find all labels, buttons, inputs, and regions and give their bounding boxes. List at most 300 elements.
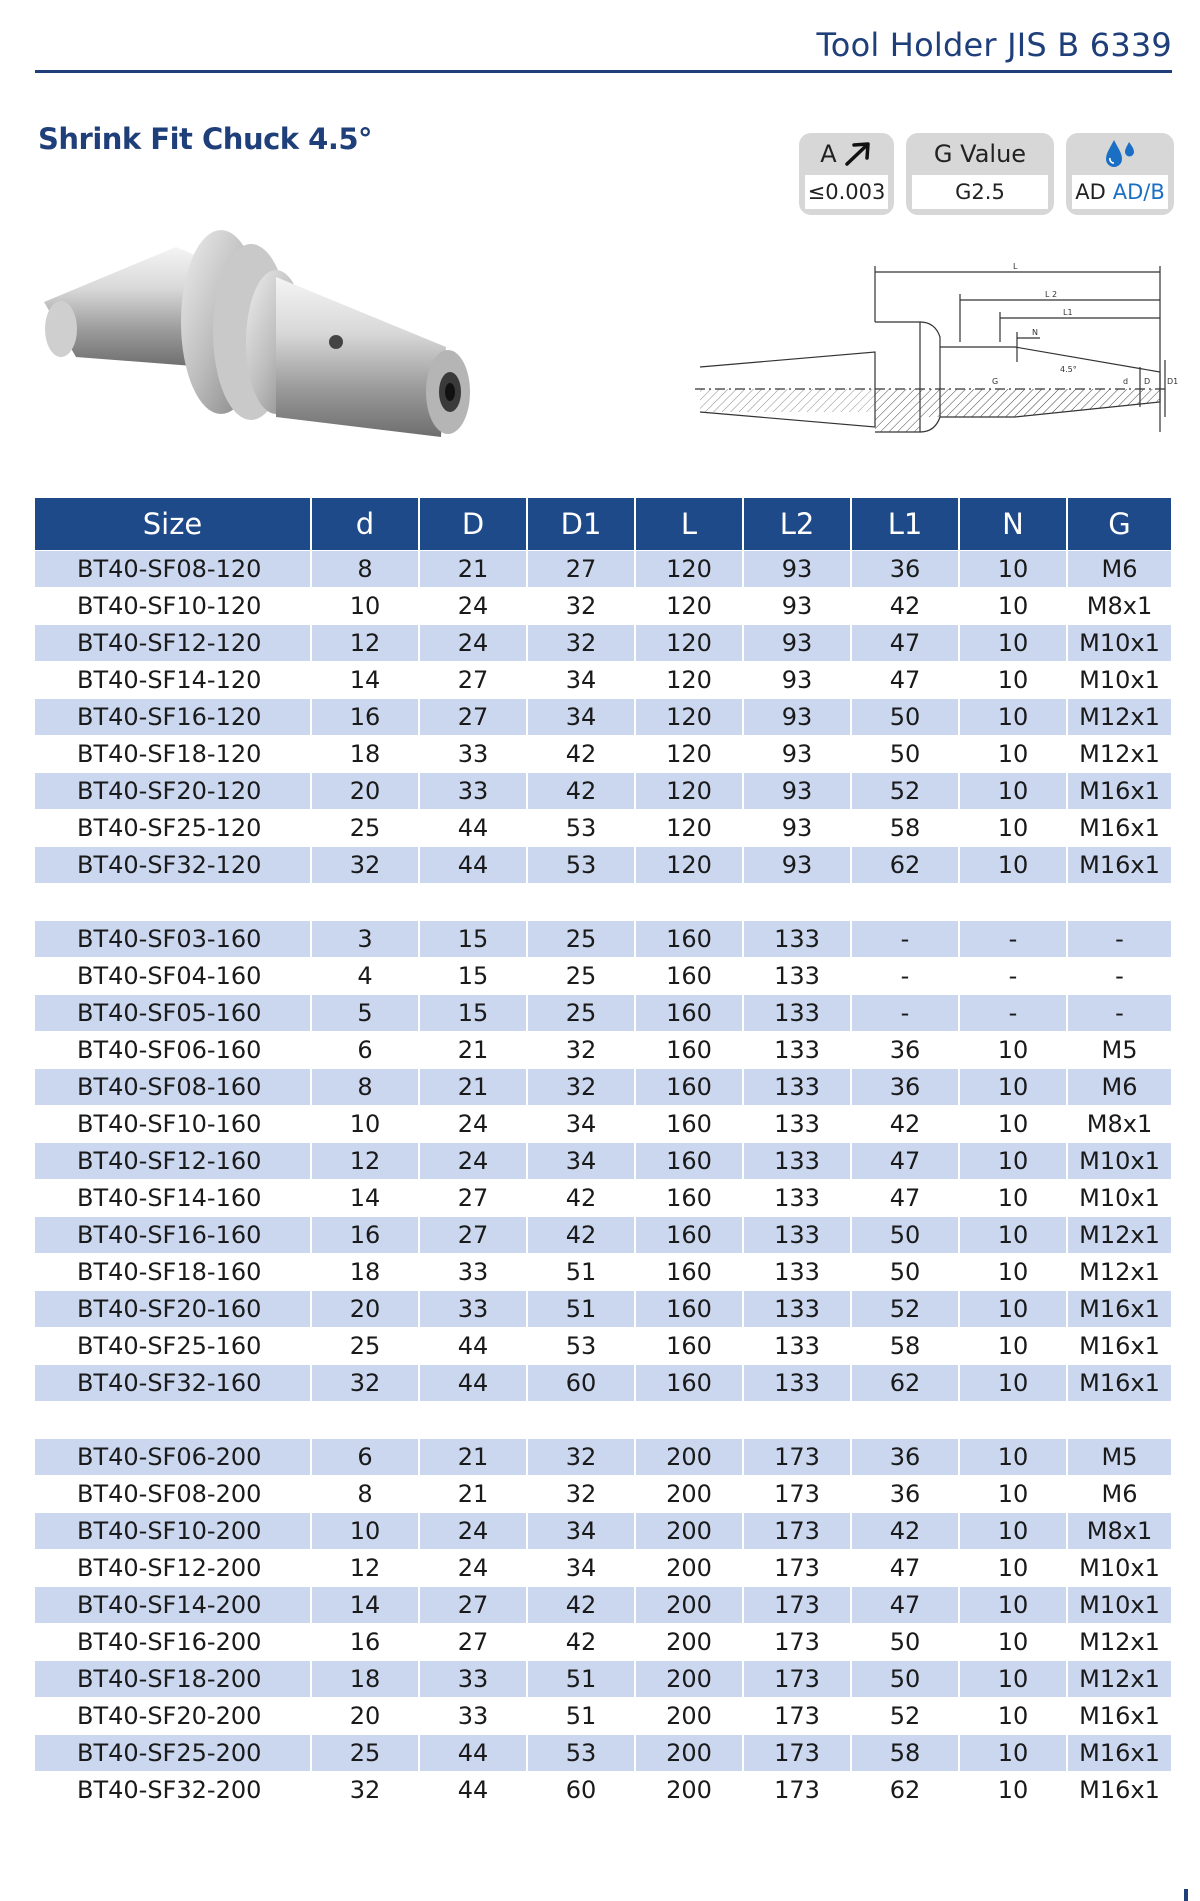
cell-d: 14	[311, 1180, 419, 1217]
cell-size: BT40-SF05-160	[35, 995, 311, 1032]
cell-G: M16x1	[1067, 1772, 1171, 1809]
cell-L: 120	[635, 736, 743, 773]
cell-D1: 51	[527, 1698, 635, 1735]
cell-N: 10	[959, 625, 1067, 662]
cell-D1: 42	[527, 1624, 635, 1661]
cell-L1: 52	[851, 1291, 959, 1328]
cell-D1: 42	[527, 736, 635, 773]
cell-G: M12x1	[1067, 1661, 1171, 1698]
cell-D1: 42	[527, 1180, 635, 1217]
cell-G: M12x1	[1067, 699, 1171, 736]
cell-D: 44	[419, 1735, 527, 1772]
cell-size: BT40-SF10-200	[35, 1513, 311, 1550]
cell-L1: -	[851, 995, 959, 1032]
coolant-value-ad: AD	[1075, 180, 1106, 204]
cell-D1: 51	[527, 1291, 635, 1328]
cell-L2: 93	[743, 736, 851, 773]
cell-L: 160	[635, 1254, 743, 1291]
cell-N: 10	[959, 1143, 1067, 1180]
cell-L2: 93	[743, 847, 851, 884]
cell-N: 10	[959, 1328, 1067, 1365]
cell-size: BT40-SF08-200	[35, 1476, 311, 1513]
cell-N: 10	[959, 1291, 1067, 1328]
cell-size: BT40-SF08-160	[35, 1069, 311, 1106]
cell-size: BT40-SF12-200	[35, 1550, 311, 1587]
cell-size: BT40-SF06-160	[35, 1032, 311, 1069]
cell-L2: 133	[743, 958, 851, 995]
cell-D1: 32	[527, 1439, 635, 1476]
table-row	[35, 995, 1171, 1032]
col-header-D: D	[419, 498, 527, 551]
table-row	[35, 551, 1171, 588]
cell-G: M10x1	[1067, 662, 1171, 699]
dim-label-D1: D1	[1167, 377, 1179, 386]
cell-d: 12	[311, 625, 419, 662]
cell-L1: 52	[851, 773, 959, 810]
col-header-L: L	[635, 498, 743, 551]
cell-D: 24	[419, 1550, 527, 1587]
cell-L1: 50	[851, 699, 959, 736]
cell-G: M16x1	[1067, 1698, 1171, 1735]
runout-value: ≤0.003	[807, 180, 886, 204]
cell-L2: 133	[743, 1328, 851, 1365]
cell-L: 160	[635, 1069, 743, 1106]
cell-d: 25	[311, 1328, 419, 1365]
table-group-spacer	[35, 1402, 1171, 1439]
cell-d: 12	[311, 1143, 419, 1180]
cell-D1: 32	[527, 1069, 635, 1106]
cell-G: M12x1	[1067, 736, 1171, 773]
dim-label-D: D	[1144, 377, 1151, 386]
cell-d: 8	[311, 1476, 419, 1513]
cell-size: BT40-SF25-160	[35, 1328, 311, 1365]
cell-d: 8	[311, 551, 419, 588]
table-row	[35, 921, 1171, 958]
cell-D: 33	[419, 736, 527, 773]
cell-L: 120	[635, 847, 743, 884]
cell-D: 44	[419, 1365, 527, 1402]
cell-G: M16x1	[1067, 847, 1171, 884]
cell-D: 24	[419, 1143, 527, 1180]
cell-D: 24	[419, 588, 527, 625]
cell-L1: 36	[851, 1476, 959, 1513]
cell-D: 27	[419, 1180, 527, 1217]
cell-N: 10	[959, 1069, 1067, 1106]
cell-d: 10	[311, 588, 419, 625]
cell-L2: 93	[743, 588, 851, 625]
cell-G: M8x1	[1067, 588, 1171, 625]
cell-L: 160	[635, 1106, 743, 1143]
cell-d: 3	[311, 921, 419, 958]
cell-L1: 50	[851, 736, 959, 773]
cell-L: 160	[635, 1291, 743, 1328]
cell-L: 160	[635, 1365, 743, 1402]
cell-D1: 34	[527, 699, 635, 736]
cell-size: BT40-SF16-200	[35, 1624, 311, 1661]
cell-D1: 32	[527, 1032, 635, 1069]
cell-L1: 36	[851, 1032, 959, 1069]
cell-size: BT40-SF12-160	[35, 1143, 311, 1180]
cell-L2: 173	[743, 1587, 851, 1624]
col-header-size: Size	[35, 498, 311, 551]
col-header-L1: L1	[851, 498, 959, 551]
cell-N: 10	[959, 1513, 1067, 1550]
cell-G: M16x1	[1067, 1735, 1171, 1772]
cell-D1: 34	[527, 1106, 635, 1143]
cell-L: 200	[635, 1735, 743, 1772]
table-row	[35, 1476, 1171, 1513]
cell-D1: 25	[527, 958, 635, 995]
cell-d: 6	[311, 1439, 419, 1476]
spacer-cell	[35, 1402, 1171, 1439]
cell-G: M16x1	[1067, 1328, 1171, 1365]
cell-L1: 58	[851, 1735, 959, 1772]
cell-d: 16	[311, 1624, 419, 1661]
cell-L2: 133	[743, 1217, 851, 1254]
dim-label-N: N	[1032, 328, 1038, 337]
cell-L2: 133	[743, 1032, 851, 1069]
cell-d: 14	[311, 662, 419, 699]
cell-N: 10	[959, 1439, 1067, 1476]
table-row	[35, 1624, 1171, 1661]
cell-d: 6	[311, 1032, 419, 1069]
cell-d: 32	[311, 1772, 419, 1809]
cell-size: BT40-SF03-160	[35, 921, 311, 958]
cell-L: 160	[635, 1180, 743, 1217]
cell-d: 10	[311, 1513, 419, 1550]
cell-L: 120	[635, 699, 743, 736]
cell-size: BT40-SF10-160	[35, 1106, 311, 1143]
cell-D: 21	[419, 1069, 527, 1106]
cell-D: 21	[419, 1439, 527, 1476]
cell-L: 200	[635, 1513, 743, 1550]
cell-size: BT40-SF20-120	[35, 773, 311, 810]
table-row	[35, 1143, 1171, 1180]
cell-N: 10	[959, 736, 1067, 773]
cell-L2: 93	[743, 699, 851, 736]
cell-D: 33	[419, 1698, 527, 1735]
balance-label: G Value	[933, 140, 1027, 168]
cell-L: 160	[635, 921, 743, 958]
cell-size: BT40-SF06-200	[35, 1439, 311, 1476]
cell-G: M8x1	[1067, 1513, 1171, 1550]
cell-size: BT40-SF32-200	[35, 1772, 311, 1809]
cell-L: 120	[635, 551, 743, 588]
cell-N: 10	[959, 1365, 1067, 1402]
runout-spec-box	[799, 133, 894, 215]
cell-size: BT40-SF14-120	[35, 662, 311, 699]
table-row	[35, 773, 1171, 810]
cell-D: 24	[419, 1106, 527, 1143]
product-title: Shrink Fit Chuck 4.5°	[38, 122, 373, 156]
table-row	[35, 1365, 1171, 1402]
cell-D1: 32	[527, 588, 635, 625]
col-header-G: G	[1067, 498, 1171, 551]
cell-L: 120	[635, 625, 743, 662]
cell-N: -	[959, 958, 1067, 995]
cell-D1: 51	[527, 1661, 635, 1698]
cell-D1: 34	[527, 1513, 635, 1550]
cell-L2: 133	[743, 1365, 851, 1402]
cell-G: -	[1067, 958, 1171, 995]
cell-L1: 58	[851, 810, 959, 847]
cell-L: 160	[635, 958, 743, 995]
spacer-cell	[35, 884, 1171, 921]
cell-L: 200	[635, 1587, 743, 1624]
cell-D1: 32	[527, 625, 635, 662]
coolant-value-adb: AD/B	[1112, 180, 1165, 204]
table-row	[35, 810, 1171, 847]
cell-N: 10	[959, 810, 1067, 847]
cell-L: 120	[635, 588, 743, 625]
cell-L: 160	[635, 995, 743, 1032]
cell-D1: 53	[527, 1328, 635, 1365]
table-row	[35, 736, 1171, 773]
cell-size: BT40-SF10-120	[35, 588, 311, 625]
balance-spec-box	[906, 133, 1054, 215]
cell-L: 200	[635, 1439, 743, 1476]
cell-d: 25	[311, 1735, 419, 1772]
cell-G: M16x1	[1067, 1365, 1171, 1402]
cell-G: M10x1	[1067, 1587, 1171, 1624]
cell-G: M10x1	[1067, 1143, 1171, 1180]
cell-N: 10	[959, 588, 1067, 625]
cell-d: 12	[311, 1550, 419, 1587]
cell-G: M10x1	[1067, 1180, 1171, 1217]
cell-L2: 93	[743, 662, 851, 699]
cell-G: M12x1	[1067, 1624, 1171, 1661]
cell-L2: 133	[743, 1180, 851, 1217]
cell-L2: 93	[743, 551, 851, 588]
cell-L2: 173	[743, 1476, 851, 1513]
cell-D1: 42	[527, 1217, 635, 1254]
cell-N: 10	[959, 662, 1067, 699]
cell-N: 10	[959, 1217, 1067, 1254]
cell-L2: 173	[743, 1698, 851, 1735]
cell-D1: 34	[527, 1550, 635, 1587]
cell-L2: 173	[743, 1550, 851, 1587]
cell-N: -	[959, 921, 1067, 958]
table-row	[35, 1254, 1171, 1291]
cell-L1: 42	[851, 1106, 959, 1143]
cell-L1: 47	[851, 1180, 959, 1217]
cell-d: 8	[311, 1069, 419, 1106]
table-body	[35, 551, 1171, 1809]
cell-size: BT40-SF12-120	[35, 625, 311, 662]
col-header-L2: L2	[743, 498, 851, 551]
table-row	[35, 625, 1171, 662]
cell-L1: -	[851, 921, 959, 958]
cell-size: BT40-SF20-160	[35, 1291, 311, 1328]
cell-L2: 173	[743, 1772, 851, 1809]
cell-L: 200	[635, 1661, 743, 1698]
cell-G: M6	[1067, 551, 1171, 588]
cell-L1: 36	[851, 1439, 959, 1476]
cell-L1: 50	[851, 1217, 959, 1254]
cell-L2: 93	[743, 773, 851, 810]
cell-N: 10	[959, 1772, 1067, 1809]
cell-L2: 133	[743, 1254, 851, 1291]
table-row	[35, 1439, 1171, 1476]
cell-N: 10	[959, 1550, 1067, 1587]
cell-G: M16x1	[1067, 1291, 1171, 1328]
cell-L: 160	[635, 1217, 743, 1254]
table-row	[35, 958, 1171, 995]
cell-L: 160	[635, 1032, 743, 1069]
table-row	[35, 1069, 1171, 1106]
cell-D: 24	[419, 625, 527, 662]
cell-G: M5	[1067, 1439, 1171, 1476]
cell-D: 15	[419, 921, 527, 958]
cell-d: 5	[311, 995, 419, 1032]
cell-L1: 36	[851, 551, 959, 588]
table-row	[35, 699, 1171, 736]
page-corner-mark	[1184, 1889, 1188, 1901]
cell-L: 200	[635, 1624, 743, 1661]
cell-d: 18	[311, 1254, 419, 1291]
cell-L1: -	[851, 958, 959, 995]
table-row	[35, 1698, 1171, 1735]
cell-N: 10	[959, 1254, 1067, 1291]
table-group-spacer	[35, 884, 1171, 921]
cell-d: 16	[311, 1217, 419, 1254]
cell-d: 4	[311, 958, 419, 995]
cell-D: 27	[419, 699, 527, 736]
cell-d: 18	[311, 1661, 419, 1698]
cell-D: 27	[419, 1587, 527, 1624]
table-header-row	[35, 498, 1171, 551]
dim-label-L2: L 2	[1045, 290, 1058, 299]
table-row	[35, 847, 1171, 884]
cell-G: -	[1067, 921, 1171, 958]
cell-D1: 27	[527, 551, 635, 588]
cell-d: 20	[311, 1291, 419, 1328]
cell-D: 33	[419, 773, 527, 810]
cell-size: BT40-SF18-120	[35, 736, 311, 773]
table-row	[35, 1106, 1171, 1143]
cell-L2: 133	[743, 1106, 851, 1143]
cell-L2: 173	[743, 1513, 851, 1550]
cell-L1: 58	[851, 1328, 959, 1365]
table-row	[35, 1032, 1171, 1069]
cell-L: 200	[635, 1476, 743, 1513]
cell-size: BT40-SF08-120	[35, 551, 311, 588]
col-header-D1: D1	[527, 498, 635, 551]
cell-L2: 173	[743, 1439, 851, 1476]
cell-D: 21	[419, 1032, 527, 1069]
cell-D: 24	[419, 1513, 527, 1550]
cell-D: 15	[419, 995, 527, 1032]
cell-D1: 53	[527, 847, 635, 884]
cell-L2: 133	[743, 1143, 851, 1180]
cell-D: 21	[419, 551, 527, 588]
cell-G: M10x1	[1067, 1550, 1171, 1587]
technical-drawing	[695, 252, 1179, 482]
cell-L1: 50	[851, 1624, 959, 1661]
coolant-drops-icon	[1100, 136, 1140, 172]
cell-L1: 62	[851, 1772, 959, 1809]
cell-G: -	[1067, 995, 1171, 1032]
col-header-N: N	[959, 498, 1067, 551]
cell-D1: 53	[527, 810, 635, 847]
cell-D1: 42	[527, 1587, 635, 1624]
cell-D1: 42	[527, 773, 635, 810]
cell-L: 200	[635, 1550, 743, 1587]
cell-L1: 47	[851, 625, 959, 662]
cell-L2: 93	[743, 625, 851, 662]
cell-L1: 47	[851, 1550, 959, 1587]
cell-size: BT40-SF04-160	[35, 958, 311, 995]
cell-d: 14	[311, 1587, 419, 1624]
cell-L: 120	[635, 810, 743, 847]
cell-N: 10	[959, 1476, 1067, 1513]
cell-N: 10	[959, 1587, 1067, 1624]
cell-L1: 47	[851, 1587, 959, 1624]
cell-D1: 25	[527, 921, 635, 958]
cell-L2: 133	[743, 995, 851, 1032]
cell-D1: 51	[527, 1254, 635, 1291]
cell-D: 44	[419, 1772, 527, 1809]
coolant-spec-box	[1066, 133, 1174, 215]
table-row	[35, 1217, 1171, 1254]
cell-d: 18	[311, 736, 419, 773]
cell-D: 44	[419, 810, 527, 847]
cell-L1: 62	[851, 847, 959, 884]
cell-L2: 133	[743, 1069, 851, 1106]
cell-L2: 133	[743, 1291, 851, 1328]
table-row	[35, 1513, 1171, 1550]
table-row	[35, 1291, 1171, 1328]
cell-N: -	[959, 995, 1067, 1032]
balance-value: G2.5	[955, 180, 1005, 204]
cell-D: 33	[419, 1254, 527, 1291]
cell-L1: 42	[851, 588, 959, 625]
table-row	[35, 1328, 1171, 1365]
cell-N: 10	[959, 1735, 1067, 1772]
cell-L: 160	[635, 1328, 743, 1365]
cell-G: M10x1	[1067, 625, 1171, 662]
runout-label: A	[820, 140, 837, 168]
cell-G: M16x1	[1067, 773, 1171, 810]
cell-d: 32	[311, 1365, 419, 1402]
cell-size: BT40-SF18-160	[35, 1254, 311, 1291]
cell-size: BT40-SF16-160	[35, 1217, 311, 1254]
cell-N: 10	[959, 1106, 1067, 1143]
page-header-title: Tool Holder JIS B 6339	[816, 26, 1172, 64]
cell-d: 16	[311, 699, 419, 736]
cell-D: 27	[419, 1624, 527, 1661]
cell-N: 10	[959, 1032, 1067, 1069]
cell-D: 33	[419, 1661, 527, 1698]
table-row	[35, 1735, 1171, 1772]
cell-D1: 34	[527, 662, 635, 699]
cell-d: 25	[311, 810, 419, 847]
cell-size: BT40-SF14-200	[35, 1587, 311, 1624]
cell-L1: 42	[851, 1513, 959, 1550]
cell-D1: 53	[527, 1735, 635, 1772]
dim-label-G: G	[992, 377, 999, 386]
cell-G: M5	[1067, 1032, 1171, 1069]
spec-table	[35, 498, 1171, 1808]
table-row	[35, 1661, 1171, 1698]
cell-G: M12x1	[1067, 1217, 1171, 1254]
cell-L1: 52	[851, 1698, 959, 1735]
cell-N: 10	[959, 1698, 1067, 1735]
product-photo	[36, 232, 476, 482]
cell-size: BT40-SF32-120	[35, 847, 311, 884]
cell-D: 33	[419, 1291, 527, 1328]
cell-L2: 173	[743, 1624, 851, 1661]
